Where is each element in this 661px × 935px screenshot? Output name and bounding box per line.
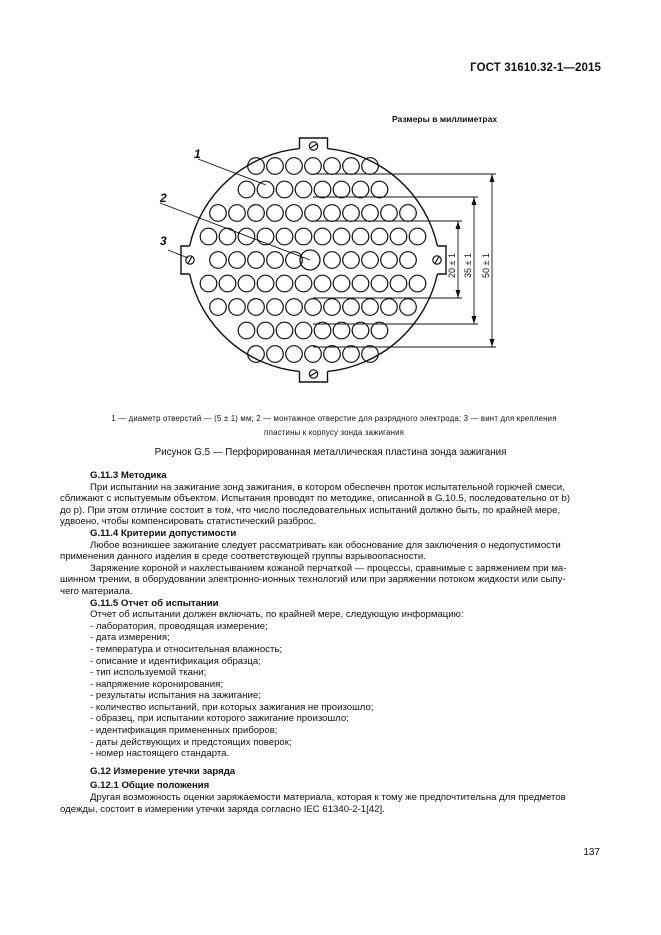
section-g113-title: G.11.3 Методика xyxy=(90,470,167,481)
dimension-values xyxy=(447,253,491,278)
perforation-hole xyxy=(257,322,274,339)
perforation-hole xyxy=(305,346,322,363)
perforation-hole xyxy=(343,299,360,316)
g121-line-1: Другая возможность оценки заряжаемости материала, которая к тому же предпочтительна для предметов xyxy=(90,792,566,804)
perforation-hole xyxy=(371,275,388,292)
label-2: 2 xyxy=(160,191,167,205)
perforation-hole xyxy=(200,228,217,245)
document-body xyxy=(60,470,600,815)
perforation-hole xyxy=(286,205,303,222)
section-g121-title: G.12.1 Общие положения xyxy=(90,780,210,792)
figure-labels xyxy=(159,147,201,248)
perforation-hole xyxy=(371,228,388,245)
document-header: ГОСТ 31610.32-1—2015 xyxy=(470,62,601,74)
dim-35: 35 ± 1 xyxy=(463,253,473,278)
perforation-hole xyxy=(295,275,312,292)
legend-line-2: пластины к корпусу зонда зажигания xyxy=(263,428,405,437)
perforation-hole xyxy=(409,275,426,292)
perforation-hole xyxy=(286,158,303,175)
g121-line-2: одежды, состоит в измерении утечки заряда согласно IEC 61340-2-1[42]. xyxy=(60,803,385,815)
perforation-hole xyxy=(343,346,360,363)
perforation-hole xyxy=(276,322,293,339)
perforation-hole xyxy=(286,299,303,316)
perforation-hole xyxy=(324,158,341,175)
perforation-hole xyxy=(257,228,274,245)
perforation-hole xyxy=(324,299,341,316)
label-3: 3 xyxy=(160,234,167,248)
perforation-hole xyxy=(248,299,265,316)
g113-line-2: сближают с испытуемым объектом. Испытания проводят по методике, описанной в G.10.5, последовательно от b) xyxy=(60,493,571,505)
perforation-hole xyxy=(343,252,360,269)
perforation-hole xyxy=(343,158,360,175)
perforation-hole xyxy=(295,322,312,339)
perforation-hole xyxy=(248,205,265,222)
mounting-screws xyxy=(186,142,441,378)
section-g12-title: G.12 Измерение утечки заряда xyxy=(90,765,236,777)
perforation-hole xyxy=(200,275,217,292)
report-list-item: - напряжение коронирования; xyxy=(90,678,224,690)
perforation-hole xyxy=(314,322,331,339)
perforation-holes xyxy=(200,158,426,363)
perforation-hole xyxy=(381,205,398,222)
perforation-hole xyxy=(276,275,293,292)
g113-line-3: до р). При этом отличие состоит в том, что число последовательных испытаний должно быть, по крайней мере, xyxy=(60,504,561,516)
perforation-hole xyxy=(314,275,331,292)
label-1: 1 xyxy=(194,147,201,161)
g114-line-5: чего материала. xyxy=(60,585,133,597)
perforation-hole xyxy=(267,346,284,363)
perforation-hole xyxy=(324,205,341,222)
perforation-hole xyxy=(305,299,322,316)
perforation-hole xyxy=(295,181,312,198)
perforation-hole xyxy=(352,181,369,198)
perforation-hole xyxy=(381,252,398,269)
legend-line-1: 1 — диаметр отверстий — (5 ± 1) мм; 2 — монтажное отверстие для разрядного электрода; 3 — винт для крепления xyxy=(111,414,557,423)
units-note: Размеры в миллиметрах xyxy=(392,114,498,124)
perforation-hole xyxy=(333,322,350,339)
perforation-hole xyxy=(352,275,369,292)
perforation-hole xyxy=(400,299,417,316)
perforation-hole xyxy=(238,228,255,245)
perforation-hole xyxy=(257,275,274,292)
perforation-hole xyxy=(295,228,312,245)
section-g115-title: G.11.5 Отчет об испытании xyxy=(90,597,219,609)
report-list-item: - тип используемой ткани; xyxy=(90,667,207,679)
figure-legend xyxy=(84,412,584,440)
report-list-item: - образец, при испытании которого зажигание произошло; xyxy=(90,713,349,725)
perforation-hole xyxy=(238,322,255,339)
perforation-hole xyxy=(390,228,407,245)
perforation-hole xyxy=(267,158,284,175)
perforation-hole xyxy=(238,275,255,292)
perforation-hole xyxy=(343,205,360,222)
report-list-item: - даты действующих и предстоящих поверок; xyxy=(90,736,292,748)
report-list-item: - результаты испытания на зажигание; xyxy=(90,690,261,702)
report-list-item: - описание и идентификация образца; xyxy=(90,655,261,667)
perforation-hole xyxy=(286,346,303,363)
perforation-hole xyxy=(267,299,284,316)
perforated-plate-figure xyxy=(0,0,661,420)
perforation-hole xyxy=(324,252,341,269)
perforation-hole xyxy=(333,181,350,198)
perforation-hole xyxy=(352,228,369,245)
perforation-hole xyxy=(229,205,246,222)
perforation-hole xyxy=(276,228,293,245)
perforation-hole xyxy=(229,252,246,269)
perforation-hole xyxy=(257,181,274,198)
perforation-hole xyxy=(305,158,322,175)
dim-50: 50 ± 1 xyxy=(481,253,491,278)
perforation-hole xyxy=(362,299,379,316)
section-g114-title: G.11.4 Критерии допустимости xyxy=(90,527,237,539)
g113-line-1: При испытании на зажигание зонд зажигания, в котором обеспечен проток испытательной горючей смеси, xyxy=(90,481,565,493)
g114-line-2: применения данного изделия в среде соответствующей группы взрывоопасности. xyxy=(60,551,426,563)
perforation-hole xyxy=(305,205,322,222)
perforation-hole xyxy=(219,275,236,292)
perforation-hole xyxy=(409,228,426,245)
perforation-hole xyxy=(314,181,331,198)
perforation-hole xyxy=(238,181,255,198)
perforation-hole xyxy=(324,346,341,363)
report-list-item: - количество испытаний, при которых зажигания не произошло; xyxy=(90,701,374,713)
perforation-hole xyxy=(352,322,369,339)
g115-intro: Отчет об испытании должен включать, по крайней мере, следующую информацию: xyxy=(90,609,464,621)
report-list-item: - номер настоящего стандарта. xyxy=(90,748,230,760)
report-list-item: - дата измерения; xyxy=(90,632,170,644)
perforation-hole xyxy=(400,205,417,222)
perforation-hole xyxy=(400,252,417,269)
perforation-hole xyxy=(371,322,388,339)
perforation-hole xyxy=(390,275,407,292)
dim-20: 20 ± 1 xyxy=(447,253,457,278)
perforation-hole xyxy=(210,205,227,222)
report-list-item: - лаборатория, проводящая измерение; xyxy=(90,620,268,632)
g113-line-4: удвоено, чтобы компенсировать статистический разброс. xyxy=(60,516,317,528)
perforation-hole xyxy=(267,205,284,222)
perforation-hole xyxy=(210,252,227,269)
g114-line-1: Любое возникшее зажигание следует рассматривать как обоснование для заключения о недопустимости xyxy=(90,539,561,551)
perforation-hole xyxy=(267,252,284,269)
g114-line-4: шинном трении, в оборудовании электронно-ионных технологий или при заряжении потоком жидкости или сыпу- xyxy=(60,574,566,586)
report-items-list xyxy=(90,621,600,760)
perforation-hole xyxy=(362,205,379,222)
perforation-hole xyxy=(381,299,398,316)
report-list-item: - идентификация примененных приборов; xyxy=(90,725,278,737)
perforation-hole xyxy=(314,228,331,245)
perforation-hole xyxy=(333,275,350,292)
g114-line-3: Заряжение короной и нахлестыванием кожаной перчаткой — процессы, сравнимые с заряжением при ма- xyxy=(90,562,567,574)
perforation-hole xyxy=(210,299,227,316)
perforation-hole xyxy=(229,299,246,316)
perforation-hole xyxy=(276,181,293,198)
page-number: 137 xyxy=(583,847,600,858)
perforation-hole xyxy=(248,252,265,269)
perforation-hole xyxy=(333,228,350,245)
figure-caption: Рисунок G.5 — Перфорированная металлическая пластина зонда зажигания xyxy=(154,447,507,458)
perforation-hole xyxy=(371,181,388,198)
perforation-hole xyxy=(362,252,379,269)
report-list-item: - температура и относительная влажность; xyxy=(90,643,283,655)
